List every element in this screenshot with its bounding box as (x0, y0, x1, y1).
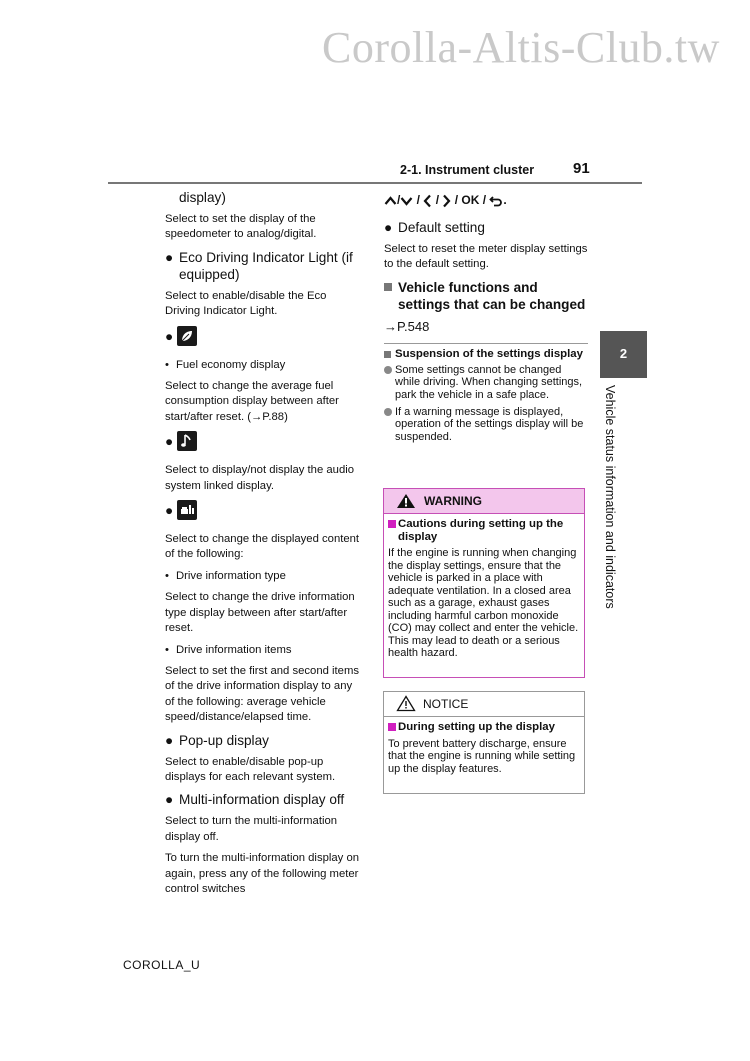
popup-text: Select to enable/disable pop-up displays for each relevant system. (165, 755, 336, 783)
section-title: 2-1. Instrument cluster (400, 163, 535, 177)
bullet-icon: ● (165, 328, 174, 344)
watermark: Corolla-Altis-Club.tw (322, 23, 720, 72)
left-column (165, 189, 363, 903)
square-bullet-icon (384, 283, 392, 291)
magenta-square-icon (388, 723, 396, 731)
fuel-economy-text: Select to change the average fuel consumption display between after start/after reset. (→P.88) (165, 380, 339, 423)
circle-bullet-icon (384, 366, 392, 374)
eco-driving-title: Eco Driving Indicator Light (if equipped) (179, 249, 353, 282)
page-reference: →P.548 (384, 318, 430, 334)
bullet-icon: ● (165, 503, 174, 519)
bullet-icon: ● (165, 732, 174, 748)
note-text: If a warning message is displayed, operation of the settings display will be suspended. (395, 405, 584, 443)
drive-info-type-label: Drive information type (176, 569, 286, 582)
drive-info-type-text: Select to change the drive information type display between after start/after reset. (165, 591, 355, 635)
notice-text: To prevent battery discharge, ensure that the engine is running while setting up the display features. (388, 737, 576, 775)
ok-label: OK (461, 193, 480, 207)
multi-info-title: Multi-information display off (179, 792, 345, 808)
suspension-heading (384, 348, 588, 361)
divider (384, 343, 588, 344)
warning-box (383, 488, 585, 678)
leaf-icon (177, 326, 197, 346)
warning-triangle-icon (396, 493, 416, 514)
note-item (384, 406, 588, 444)
drive-info-row (165, 500, 363, 524)
eco-driving-text: Select to enable/disable the Eco Driving Indicator Light. (165, 289, 327, 318)
drive-info-icon (177, 500, 197, 520)
vehicle-functions-heading (384, 279, 588, 313)
note-item (384, 364, 588, 402)
drive-info-items-item: • Drive information items (165, 643, 292, 656)
speedometer-text: Select to set the display of the speedometer to analog/digital. (165, 213, 317, 241)
warning-header (384, 489, 584, 514)
popup-title: Pop-up display (179, 732, 269, 748)
popup-heading (165, 732, 363, 749)
warning-text: If the engine is running when changing the display settings, ensure that the vehicle is parked in a place with adequate ventilation. In a closed area such as a garage, exhaust gases including harmful carbon monoxide (CO) may collect and enter the vehicle. This may lead to death or a serious health hazard. (388, 547, 579, 660)
right-icon (442, 193, 451, 207)
default-setting-title: Default setting (398, 220, 485, 235)
drive-info-items-label: Drive information items (176, 643, 292, 656)
drive-info-type-item: • Drive information type (165, 569, 286, 582)
magenta-square-icon (388, 520, 396, 528)
bullet-icon: ● (165, 249, 174, 265)
down-icon (400, 193, 413, 207)
default-setting-text: Select to reset the meter display settings to the default setting. (384, 243, 588, 271)
drive-info-items-text: Select to set the first and second items of the drive information display to any of the following: average vehicle speed/distance/elapsed time. (165, 664, 360, 724)
suspension-title: Suspension of the settings display (395, 347, 583, 360)
fuel-economy-item: • Fuel economy display (165, 358, 286, 371)
multi-info-on-text: To turn the multi-information display on again, press any of the following meter control switches (165, 852, 360, 895)
notice-label: NOTICE (423, 697, 469, 711)
notice-triangle-icon (396, 695, 416, 717)
right-column (384, 193, 588, 447)
warning-label: WARNING (424, 494, 482, 508)
page-number: 91 (573, 160, 590, 177)
chapter-label: Vehicle status information and indicators (603, 385, 617, 609)
chapter-tab (600, 331, 647, 378)
multi-info-heading (165, 791, 363, 808)
notice-header (384, 692, 584, 717)
footer-code: COROLLA_U (123, 958, 201, 972)
warning-title (388, 518, 580, 543)
eco-driving-heading (165, 249, 363, 283)
header-rule (108, 182, 642, 184)
continued-title: display) (179, 190, 226, 205)
bullet-icon: ● (384, 220, 393, 235)
leaf-row (165, 326, 363, 350)
notice-title (388, 721, 580, 734)
meter-switch-row: / / / / OK / . (384, 193, 588, 211)
default-setting-heading (384, 219, 588, 236)
vehicle-functions-title: Vehicle functions and settings that can be changed (398, 279, 586, 312)
notice-box (383, 691, 585, 794)
note-text: Some settings cannot be changed while driving. When changing settings, park the vehicle in a safe place. (395, 363, 583, 401)
warning-body (384, 514, 584, 660)
multi-info-off-text: Select to turn the multi-information display off. (165, 815, 338, 843)
bullet-icon: ● (165, 792, 174, 808)
fuel-economy-label: Fuel economy display (176, 358, 286, 371)
displayed-content-text: Select to change the displayed content of the following: (165, 533, 360, 561)
chapter-number: 2 (619, 346, 628, 361)
square-bullet-icon (384, 351, 391, 358)
audio-display-text: Select to display/not display the audio system linked display. (165, 464, 355, 492)
notice-body (384, 717, 584, 775)
warning-title-text: Cautions during setting up the display (398, 518, 564, 543)
back-icon (489, 193, 503, 207)
music-note-icon (177, 431, 197, 451)
music-row (165, 431, 363, 455)
chapter-label-wrap (602, 385, 618, 625)
circle-bullet-icon (384, 408, 392, 416)
left-icon (423, 193, 432, 207)
notice-title-text: During setting up the display (398, 721, 555, 733)
bullet-icon: ● (165, 434, 174, 450)
up-icon (384, 193, 397, 207)
